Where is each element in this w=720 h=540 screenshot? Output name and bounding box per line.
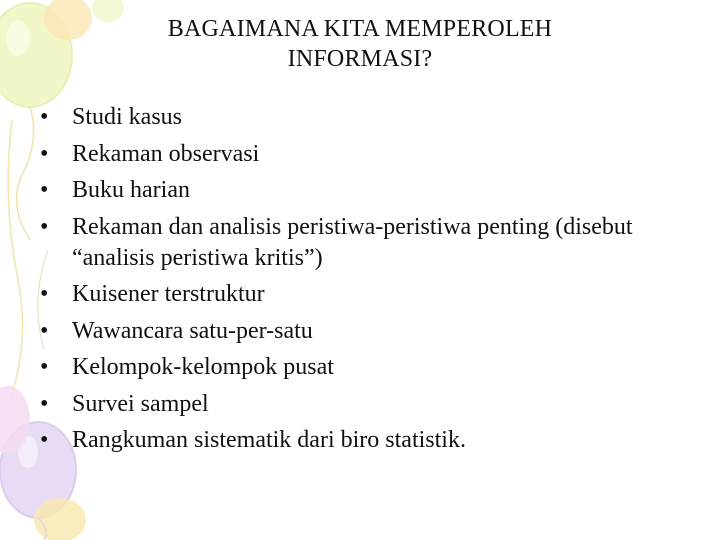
bullet-text: Survei sampel [72,390,209,417]
balloon-top-left-highlight [6,20,30,56]
bullet-text: Kelompok-kelompok pusat [72,354,334,380]
bullet-dot: • [40,317,49,344]
bullet-item [40,425,680,456]
balloon-string-1 [17,107,34,240]
bullet-text: Rekaman dan analisis peristiwa-peristiwa penting (disebut “analisis peristiwa kritis”) [72,213,633,271]
bullet-text: Rangkuman sistematik dari biro statistik. [72,427,466,453]
slide-title-line-1: BAGAIMANA KITA MEMPEROLEH [167,16,553,42]
bullet-dot: • [40,140,49,167]
bullet-text: Wawancara satu-per-satu [72,317,313,344]
bullet-dot: • [40,177,49,203]
bullet-item [40,316,680,347]
bullet-dot: • [40,390,49,417]
bullet-item [40,212,680,274]
bullet-item [40,389,680,420]
slide-title-line-2: INFORMASI? [287,46,433,72]
bullet-item [40,139,680,170]
bullet-dot: • [40,281,49,307]
bullet-dot: • [40,104,49,130]
bullet-text: Buku harian [72,177,190,203]
bullet-item [40,175,680,206]
bullet-item [40,102,680,133]
bullet-dot: • [40,213,49,240]
slide-title [100,14,620,74]
bullet-list [40,102,680,462]
bullet-text: Rekaman observasi [72,140,260,167]
bullet-dot: • [40,427,49,453]
bullet-item [40,352,680,383]
bullet-text: Kuisener terstruktur [72,281,265,307]
balloon-string-2 [8,120,22,400]
balloon-yellow-bottom [34,498,86,540]
bullet-item [40,279,680,310]
bullet-dot: • [40,354,49,380]
bullet-text: Studi kasus [72,104,183,130]
